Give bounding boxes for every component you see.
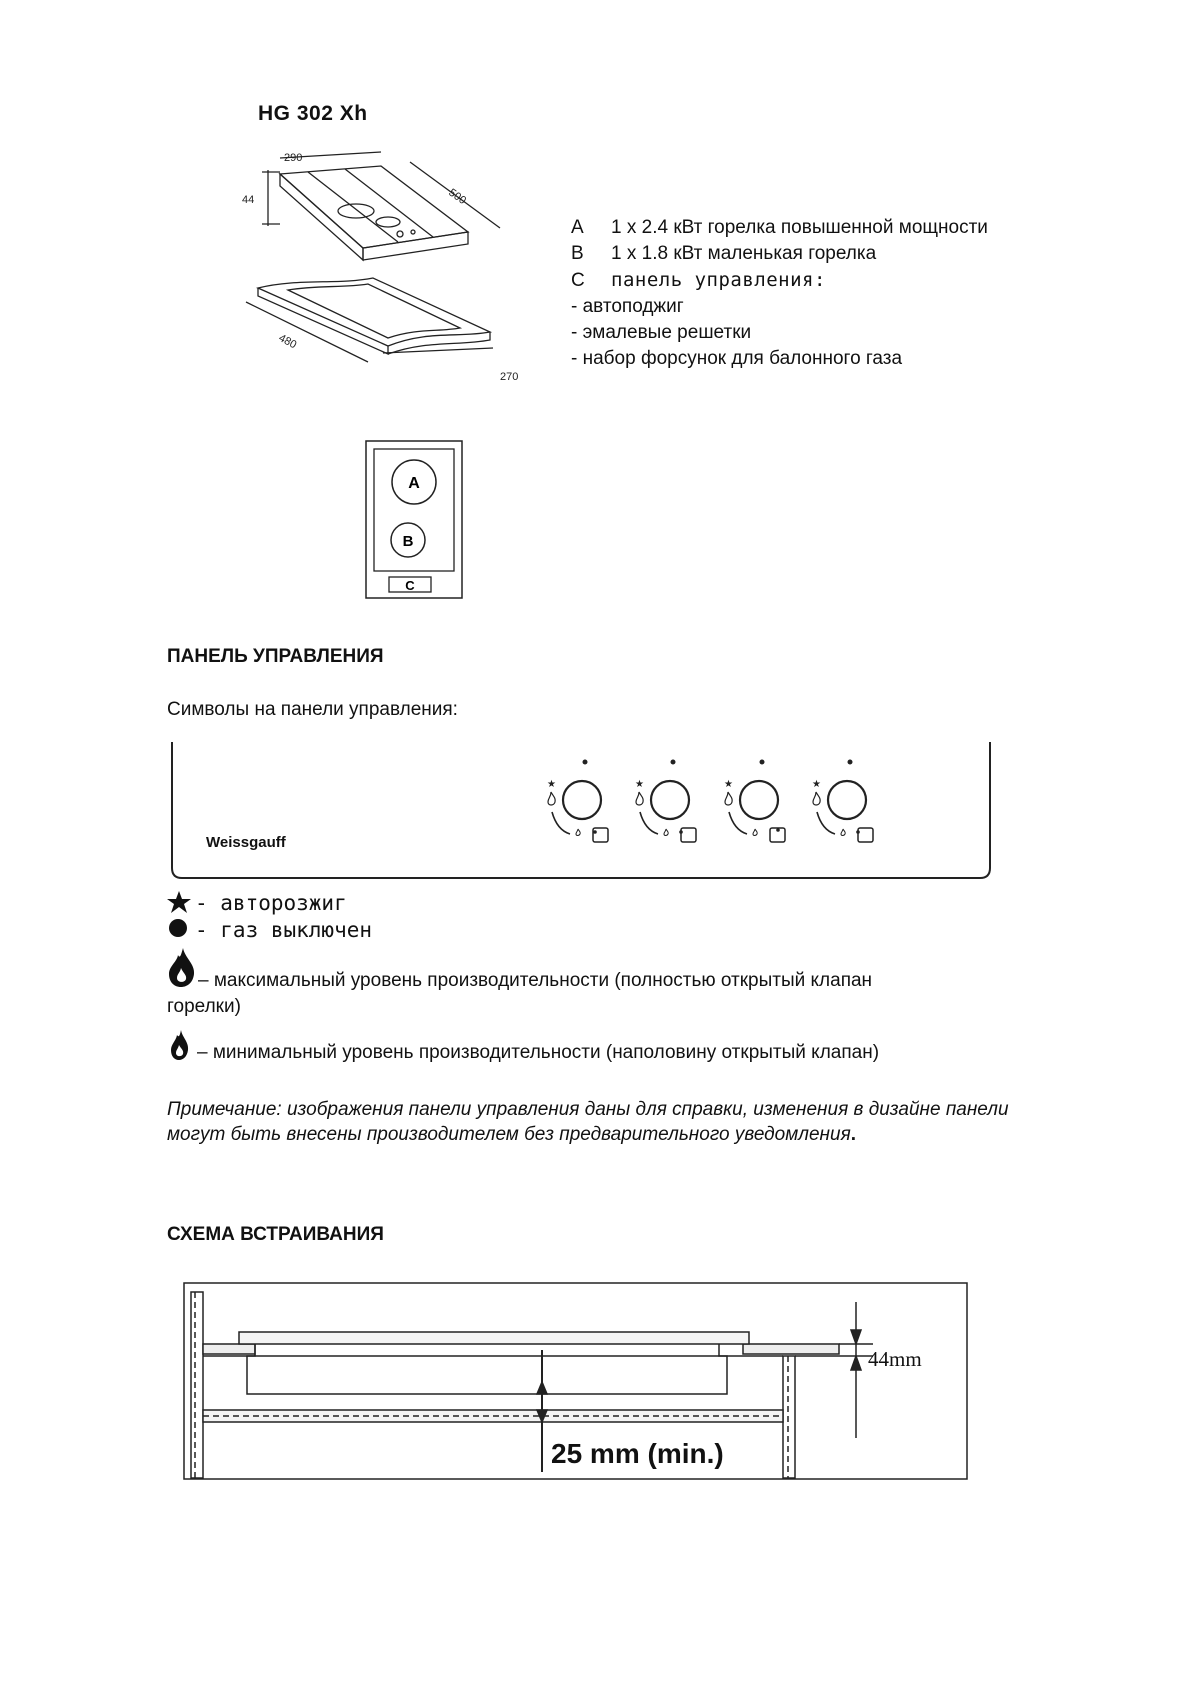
legend-ignition: - авторозжиг [195,891,347,915]
panel-c-label: C [405,578,415,593]
feature-key: A [571,217,584,238]
feature-key: C [571,270,585,291]
feature-key: B [571,243,584,264]
note-text: Примечание: изображения панели управления даны для справки, изменения в дизайне панели могут быть внесены производителем без предварительного уведомления [167,1099,1009,1145]
install-diagram [183,1282,969,1482]
legend-max-cont: горелки) [167,996,241,1017]
svg-text:★: ★ [635,779,644,790]
clearance-label: 25 mm (min.) [551,1438,724,1469]
feature-list-item: - эмалевые решетки [571,322,752,343]
feature-row [571,241,988,267]
feature-text: 1 x 1.8 кВт маленькая горелка [611,243,877,264]
install-heading: СХЕМА ВСТРАИВАНИЯ [167,1224,384,1245]
feature-row [571,267,988,294]
dim-top-length: 500 [446,186,469,207]
dot-icon [169,918,189,938]
dim-cutout-length: 480 [276,332,299,352]
control-knob [547,760,608,843]
brand-label: Weissgauff [206,834,286,851]
dimension-drawing [238,150,558,390]
legend-min: – минимальный уровень производительности (наполовину открытый клапан) [197,1042,880,1063]
model-title: HG 302 Xh [258,102,368,125]
dim-cutout-width: 270 [500,371,519,383]
dim-height: 44 [242,194,255,206]
dim-top-width: 290 [284,152,303,164]
control-knob [635,760,696,843]
control-panel-subtitle: Символы на панели управления: [167,699,458,720]
feature-list-item: - набор форсунок для балонного газа [571,348,903,369]
large-flame-icon [167,946,197,988]
svg-text:★: ★ [812,779,821,790]
burner-a-label: A [408,475,420,492]
feature-specs [571,215,988,372]
depth-label: 44mm [868,1347,922,1371]
star-icon [167,890,197,914]
small-flame-icon [169,1028,191,1062]
legend-gas-off: - газ выключен [195,918,373,942]
svg-text:★: ★ [547,779,556,790]
svg-text:★: ★ [724,779,733,790]
control-panel-image [170,742,992,884]
burner-layout [365,440,465,600]
note [167,1097,1017,1147]
note-end: . [850,1124,857,1145]
feature-text: 1 x 2.4 кВт горелка повышенной мощности [611,217,988,238]
feature-list-item: - автоподжиг [571,296,684,317]
feature-text: панель управления: [611,269,826,291]
control-panel-heading: ПАНЕЛЬ УПРАВЛЕНИЯ [167,646,384,667]
legend-max: – максимальный уровень производительности (полностью открытый клапан [198,970,873,991]
control-knob [724,760,785,843]
feature-row [571,215,988,241]
control-knob [812,760,873,843]
burner-b-label: B [402,533,414,550]
